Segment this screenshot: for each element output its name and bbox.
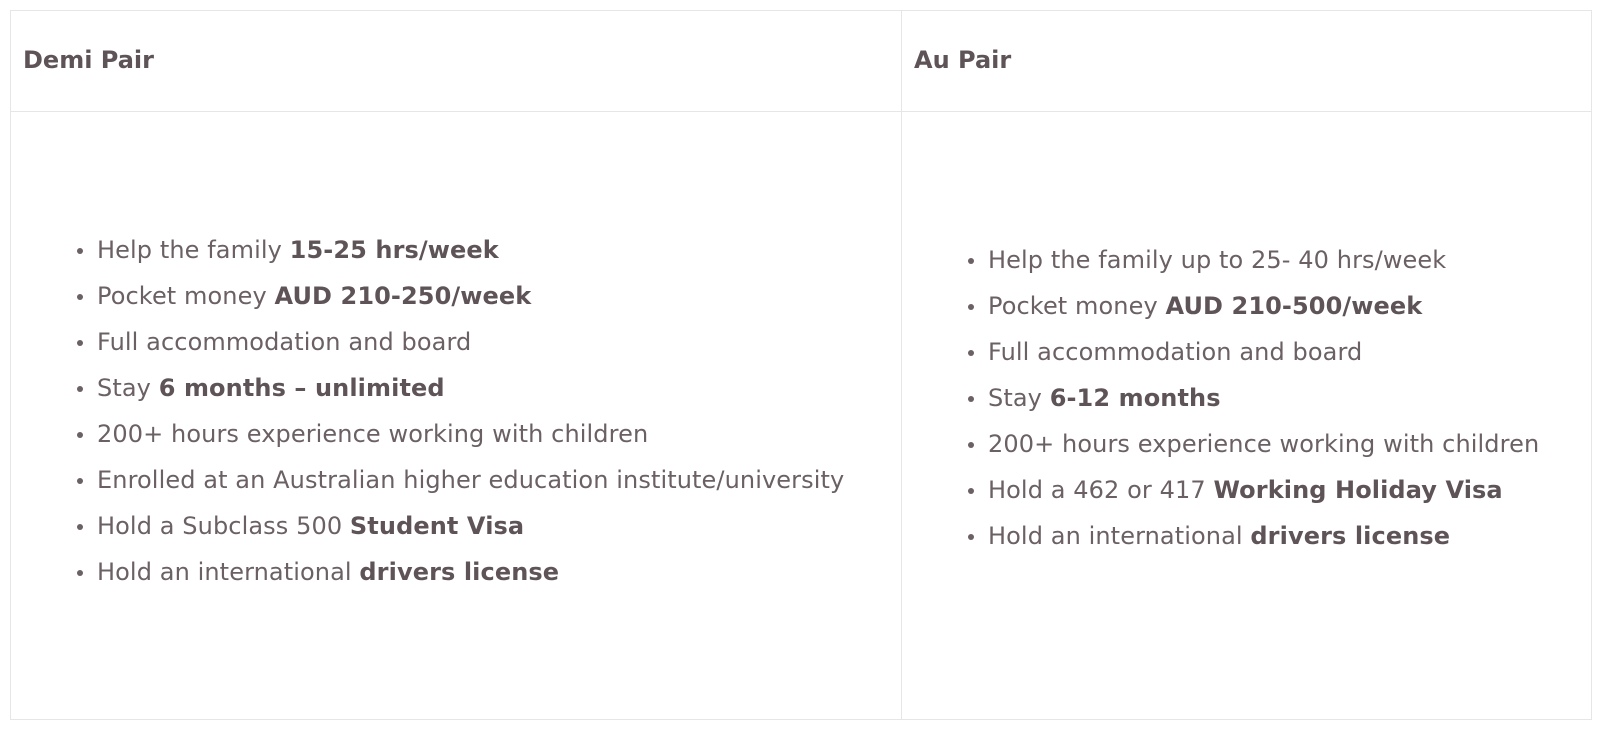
comparison-table — [10, 10, 1592, 720]
list-item: Full accommodation and board — [902, 329, 1539, 375]
list-item: Full accommodation and board — [11, 319, 844, 365]
list-item: 200+ hours experience working with children — [11, 411, 844, 457]
list-item: Pocket money AUD 210-500/week — [902, 283, 1539, 329]
column-header-au-pair — [902, 11, 1591, 112]
list-item: Hold a 462 or 417 Working Holiday Visa — [902, 467, 1539, 513]
list-item: Hold an international drivers license — [11, 549, 844, 595]
column-title: Demi Pair — [23, 46, 154, 74]
list-item: Pocket money AUD 210-250/week — [11, 273, 844, 319]
column-title: Au Pair — [914, 46, 1012, 74]
list-item: Hold an international drivers license — [902, 513, 1539, 559]
requirements-list — [11, 227, 844, 595]
list-item: Enrolled at an Australian higher education institute/university — [11, 457, 844, 503]
list-item: Stay 6 months – unlimited — [11, 365, 844, 411]
list-item: Help the family 15-25 hrs/week — [11, 227, 844, 273]
demi-pair-details — [11, 112, 902, 719]
requirements-list — [902, 237, 1539, 559]
column-header-demi-pair — [11, 11, 902, 112]
au-pair-details — [902, 112, 1591, 719]
list-item: Hold a Subclass 500 Student Visa — [11, 503, 844, 549]
list-item: 200+ hours experience working with children — [902, 421, 1539, 467]
list-item: Stay 6-12 months — [902, 375, 1539, 421]
list-item: Help the family up to 25- 40 hrs/week — [902, 237, 1539, 283]
